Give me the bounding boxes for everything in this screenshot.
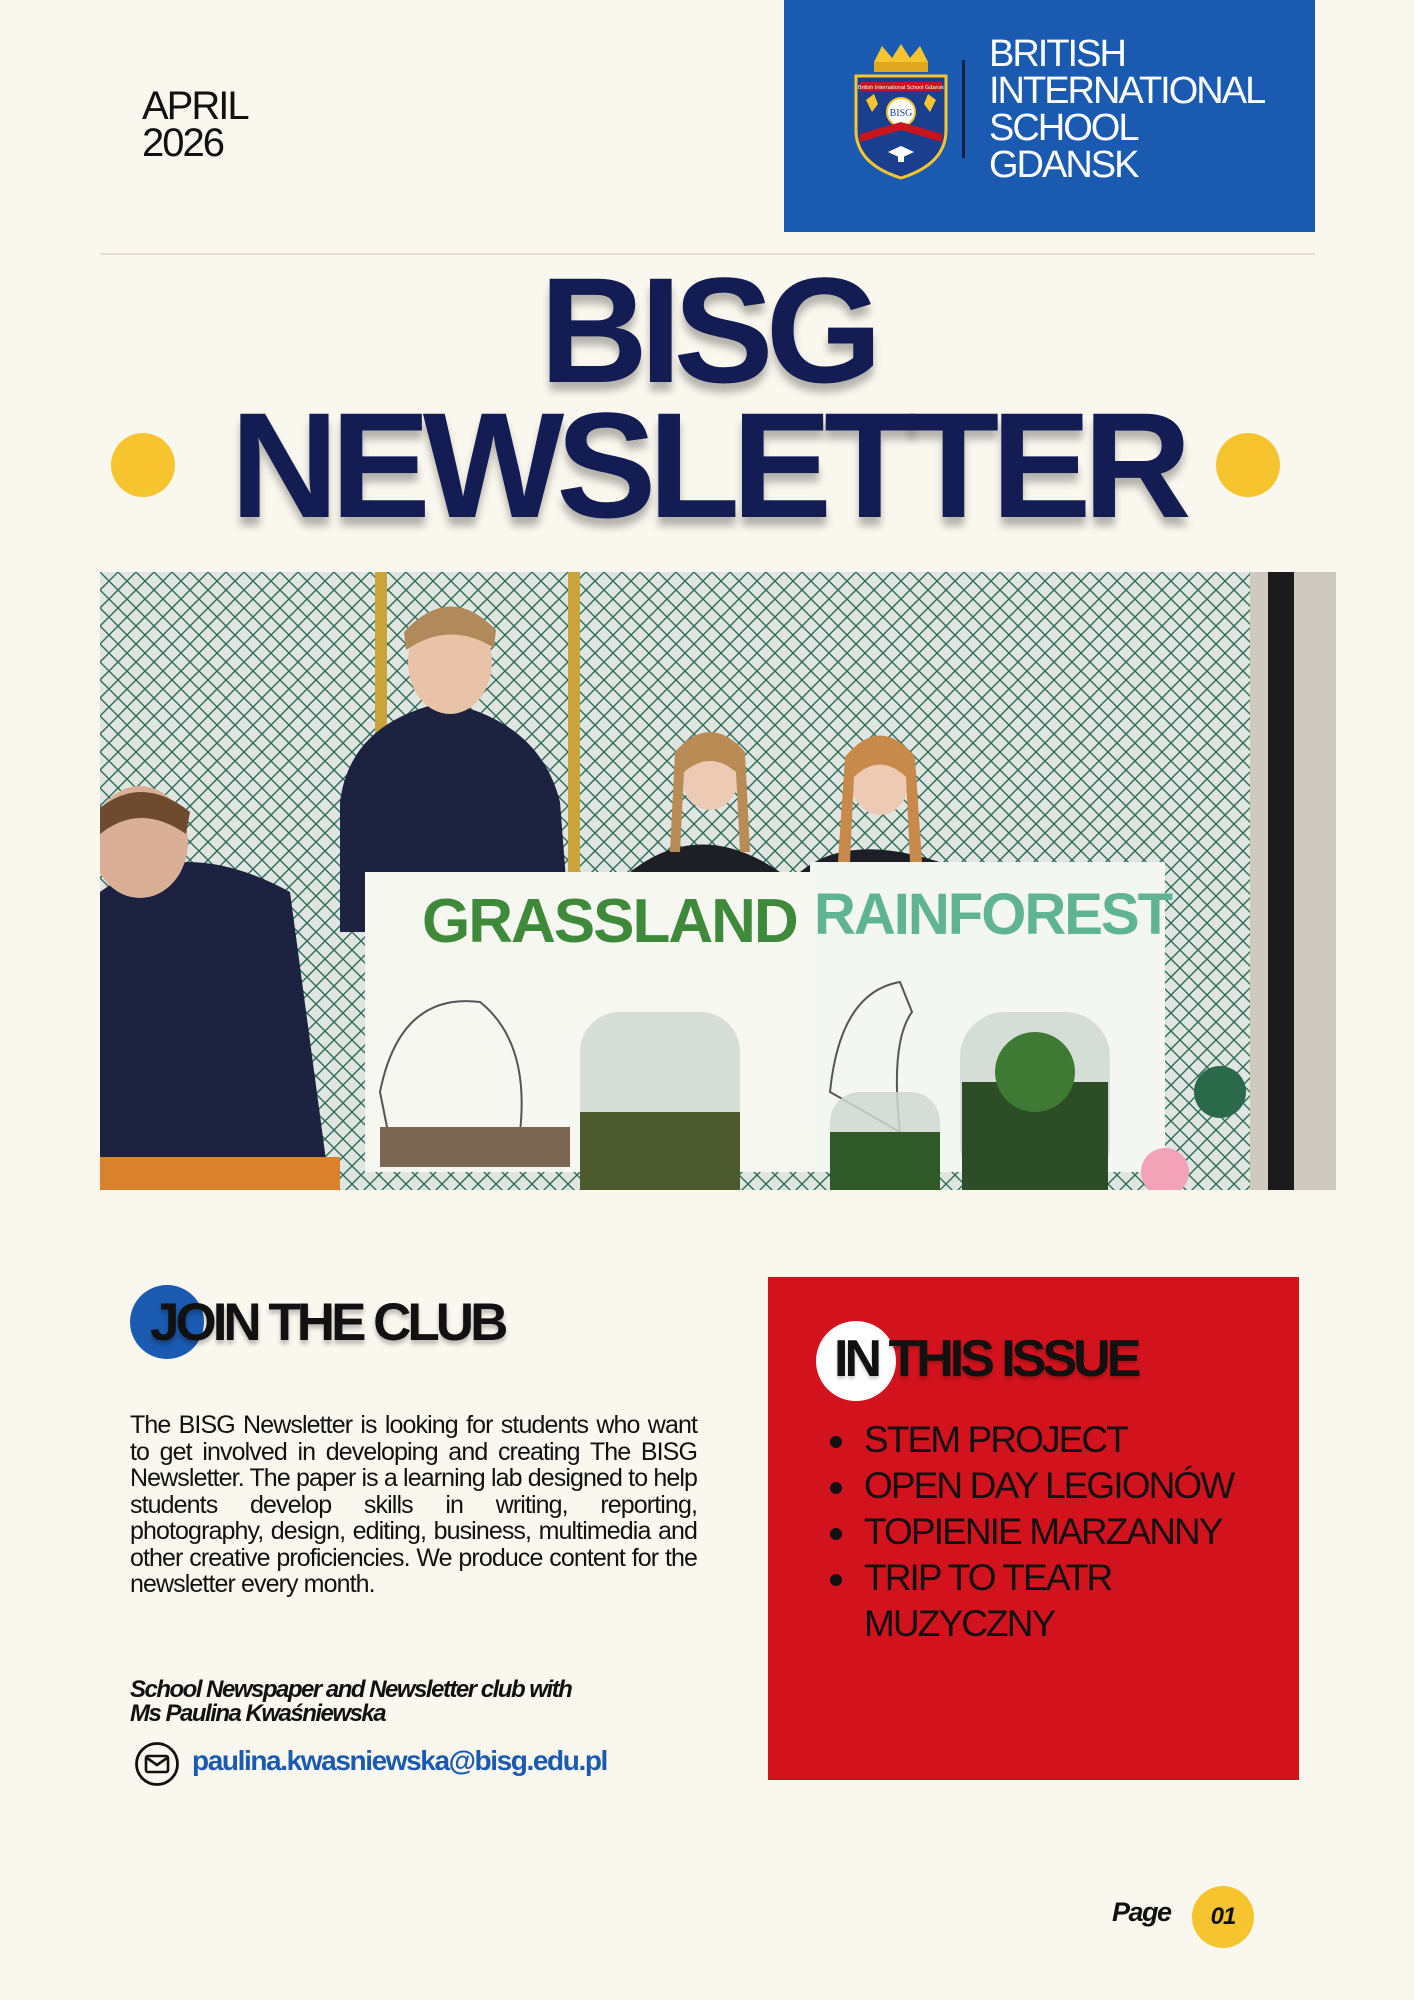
terrarium-photo (100, 572, 1336, 1190)
poster-grassland-label: GRASSLAND (422, 887, 797, 956)
issue-topic-item: OPEN DAY LEGIONÓW (864, 1463, 1284, 1509)
page-label: Page (1112, 1897, 1171, 1927)
in-this-issue-heading: IN THIS ISSUE (834, 1330, 1138, 1388)
school-name-line: INTERNATIONAL (989, 70, 1265, 112)
join-club-description: The BISG Newsletter is looking for students who want to get involved in developing and creating The BISG Newsletter. The paper is a learning lab designed to help students develop skills in writing, reporting, photography, design, editing, business, multimedia and other creative proficiencies. We produce content for the newsletter every month. (130, 1411, 697, 1598)
newsletter-title-line1: BISG (539, 246, 875, 414)
issue-year: 2026 (142, 121, 223, 165)
decorative-dot-right (1216, 433, 1280, 497)
poster-rainforest-label: RAINFOREST (814, 882, 1171, 947)
club-credit (130, 1678, 730, 1726)
issue-topic-item: TOPIENIE MARZANNY (864, 1509, 1284, 1555)
issue-date (142, 84, 248, 165)
school-name-line: BRITISH (989, 33, 1125, 75)
crest-shield-text: BISG (889, 108, 913, 119)
decorative-dot-left (111, 433, 175, 497)
school-crest-icon (852, 42, 950, 180)
crest-banner-text: British International School Gdansk (858, 85, 944, 91)
issue-topic-item: TRIP TO TEATR MUZYCZNY (864, 1555, 1284, 1647)
hero-photo (100, 572, 1336, 1190)
issue-month: APRIL (142, 84, 248, 128)
contact-email-link[interactable]: paulina.kwasniewska@bisg.edu.pl (192, 1745, 607, 1776)
brand-divider (962, 60, 965, 158)
join-club-heading: JOIN THE CLUB (150, 1293, 505, 1352)
envelope-icon (134, 1741, 180, 1787)
school-brand-panel (784, 0, 1315, 232)
school-name-line: GDANSK (989, 144, 1138, 186)
issue-topic-item: STEM PROJECT (864, 1417, 1284, 1463)
issue-topics-list (864, 1417, 1284, 1647)
newsletter-title-line2: NEWSLETTER (230, 381, 1184, 549)
club-credit-line1: School Newspaper and Newsletter club with (130, 1676, 572, 1703)
club-credit-line2: Ms Paulina Kwaśniewska (130, 1700, 386, 1727)
page-number-badge: 01 (1192, 1886, 1254, 1948)
in-this-issue-panel (768, 1277, 1299, 1780)
school-name (989, 33, 1265, 186)
school-name-line: SCHOOL (989, 107, 1138, 149)
